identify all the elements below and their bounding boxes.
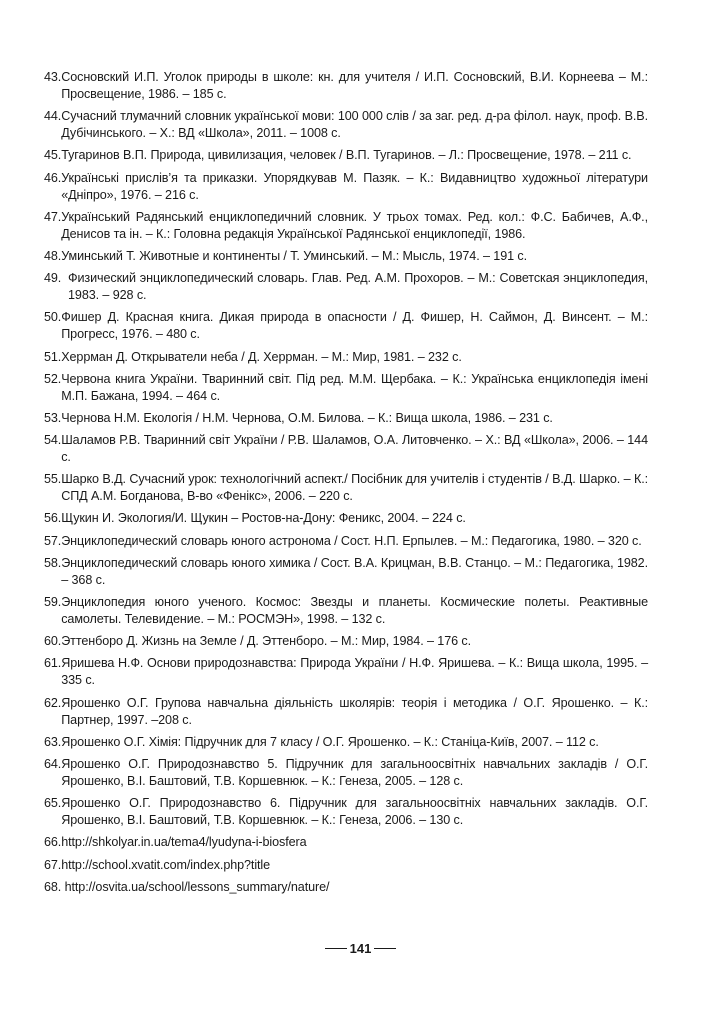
reference-number: 52. [44, 371, 62, 386]
reference-item [44, 410, 648, 427]
reference-item [44, 248, 648, 265]
reference-link[interactable]: http://shkolyar.in.ua/tema4/lyudyna-i-biosfera [61, 835, 307, 850]
reference-number: 61. [44, 656, 62, 671]
reference-number: 58. [44, 555, 62, 570]
reference-number: 65. [44, 796, 62, 811]
reference-number: 45. [44, 148, 62, 163]
reference-item [44, 834, 648, 851]
reference-text: Энциклопедический словарь юного химика / Сост. В.А. Крицман, В.В. Станцо. – М.: Педагогика, 1982. – 368 с. [61, 555, 648, 587]
reference-item [44, 695, 648, 729]
reference-item [44, 633, 648, 650]
reference-item [44, 857, 648, 874]
reference-list [44, 69, 648, 901]
reference-item [44, 108, 648, 142]
reference-number: 63. [44, 734, 62, 749]
reference-number: 62. [44, 695, 62, 710]
reference-item [44, 510, 648, 527]
reference-number: 51. [44, 349, 62, 364]
reference-text: Шаламов Р.В. Тваринний світ України / Р.В. Шаламов, О.А. Литовченко. – Х.: ВД «Школа», 2006. – 144 с. [61, 433, 648, 465]
reference-text: Энциклопедия юного ученого. Космос: Звезды и планеты. Космические полеты. Реактивные самолеты. Телевидение. – М.: РОСМЭН», 1998. – 132 с. [61, 595, 648, 626]
reference-number: 67. [44, 857, 62, 872]
reference-number: 66. [44, 835, 62, 850]
reference-text: Фишер Д. Красная книга. Дикая природа в опасности / Д. Фишер, Н. Саймон, Д. Винсент. – М.: Прогресс, 1976. – 480 с. [61, 310, 648, 342]
reference-text: Яришева Н.Ф. Основи природознавства: Природа України / Н.Ф. Яришева. – К.: Вища школа, 1995. – 335 с. [61, 656, 648, 688]
reference-text: Херрман Д. Открыватели неба / Д. Херрман. – М.: Мир, 1981. – 232 с. [61, 349, 462, 364]
reference-number: 46. [44, 170, 62, 185]
reference-item [44, 555, 648, 589]
reference-number: 57. [44, 533, 62, 548]
reference-item [44, 69, 648, 103]
reference-number: 53. [44, 410, 62, 425]
reference-link[interactable]: http://school.xvatit.com/index.php?title [61, 857, 271, 872]
reference-text: Тугаринов В.П. Природа, цивилизация, человек / В.П. Тугаринов. – Л.: Просвещение, 1978. – 211 с. [61, 148, 632, 163]
page-number: 141 [349, 941, 372, 956]
reference-text: Ярошенко О.Г. Природознавство 6. Підручник для загальноосвітніх навчальних закладів. О.Г. Ярошенко, В.І. Баштовий, Т.В. Коршевнюк. – К.: Генеза, 2006. – 130 с. [61, 796, 648, 828]
reference-number: 43. [44, 70, 62, 84]
reference-number: 50. [44, 310, 62, 325]
reference-text: Червона книга України. Тваринний світ. Під ред. М.М. Щербака. – К.: Українська енциклопедія імені М.П. Бажана, 1994. – 464 с. [61, 371, 648, 403]
reference-text: Сосновский И.П. Уголок природы в школе: кн. для учителя / И.П. Сосновский, В.И. Корнеева – М.: Просвещение, 1986. – 185 с. [61, 70, 648, 101]
reference-number: 49. [44, 271, 69, 286]
reference-item [44, 432, 648, 466]
reference-item [44, 209, 648, 243]
reference-number: 64. [44, 756, 62, 771]
reference-text: Ярошенко О.Г. Хімія: Підручник для 7 класу / О.Г. Ярошенко. – К.: Станіца-Київ, 2007. – 112 с. [61, 734, 599, 749]
reference-item [44, 471, 648, 505]
reference-item [44, 170, 648, 204]
reference-item [44, 756, 648, 790]
reference-item [44, 734, 648, 751]
reference-item [44, 533, 648, 550]
reference-text: Щукин И. Экология/И. Щукин – Ростов-на-Дону: Феникс, 2004. – 224 с. [61, 511, 466, 526]
reference-number: 47. [44, 209, 62, 224]
reference-item [44, 270, 648, 304]
reference-item [44, 309, 648, 343]
reference-item [44, 349, 648, 366]
reference-number: 54. [44, 433, 62, 448]
reference-item [44, 655, 648, 689]
page-footer [0, 941, 721, 956]
reference-number: 56. [44, 511, 62, 526]
reference-text: Український Радянський енциклопедичний словник. У трьох томах. Ред. кол.: Ф.С. Бабичев, А.Ф., Денисов та ін. – К.: Головна редакція Української Радянської енциклопедії, 1986. [61, 209, 648, 241]
reference-item [44, 147, 648, 164]
reference-item [44, 594, 648, 628]
reference-text: Українські прислів’я та приказки. Упорядкував М. Пазяк. – К.: Видавництво художньої літератури «Дніпро», 1976. – 216 с. [61, 170, 648, 202]
reference-item [44, 879, 648, 896]
reference-text: Шарко В.Д. Сучасний урок: технологічний аспект./ Посібник для учителів і студентів / В.Д. Шарко. – К.: СПД А.М. Богданова, В-во «Фенікс», 2006. – 220 с. [61, 472, 648, 504]
footer-dash-right [374, 948, 396, 949]
reference-number: 44. [44, 109, 62, 124]
footer-dash-left [325, 948, 347, 949]
reference-text: Эттенборо Д. Жизнь на Земле / Д. Эттенборо. – М.: Мир, 1984. – 176 с. [61, 634, 472, 649]
reference-link[interactable]: http://osvita.ua/school/lessons_summary/nature/ [64, 879, 330, 894]
reference-text: Физический энциклопедический словарь. Глав. Ред. А.М. Прохоров. – М.: Советская энциклопедия, 1983. – 928 с. [68, 271, 648, 303]
reference-number: 68. [44, 879, 65, 894]
reference-number: 55. [44, 472, 62, 487]
reference-text: Сучасний тлумачний словник української мови: 100 000 слів / за заг. ред. д-ра філол. наук, проф. В.В. Дубічинського. – Х.: ВД «Школа», 2011. – 1008 с. [61, 109, 648, 141]
reference-item [44, 795, 648, 829]
reference-number: 59. [44, 595, 62, 609]
reference-number: 48. [44, 248, 62, 263]
reference-number: 60. [44, 634, 62, 649]
reference-text: Ярошенко О.Г. Групова навчальна діяльність школярів: теорія і методика / О.Г. Ярошенко. – К.: Партнер, 1997. –208 с. [61, 695, 648, 727]
reference-text: Ярошенко О.Г. Природознавство 5. Підручник для загальноосвітніх навчальних закладів / О.Г. Ярошенко, В.І. Баштовий, Т.В. Коршевнюк. – К.: Генеза, 2005. – 128 с. [61, 756, 648, 788]
reference-text: Энциклопедический словарь юного астронома / Сост. Н.П. Ерпылев. – М.: Педагогика, 1980. – 320 с. [61, 533, 642, 548]
reference-item [44, 371, 648, 405]
reference-text: Чернова Н.М. Екологія / Н.М. Чернова, О.М. Билова. – К.: Вища школа, 1986. – 231 с. [61, 410, 553, 425]
reference-text: Уминський Т. Животные и континенты / Т. Уминський. – М.: Мысль, 1974. – 191 с. [61, 248, 527, 263]
